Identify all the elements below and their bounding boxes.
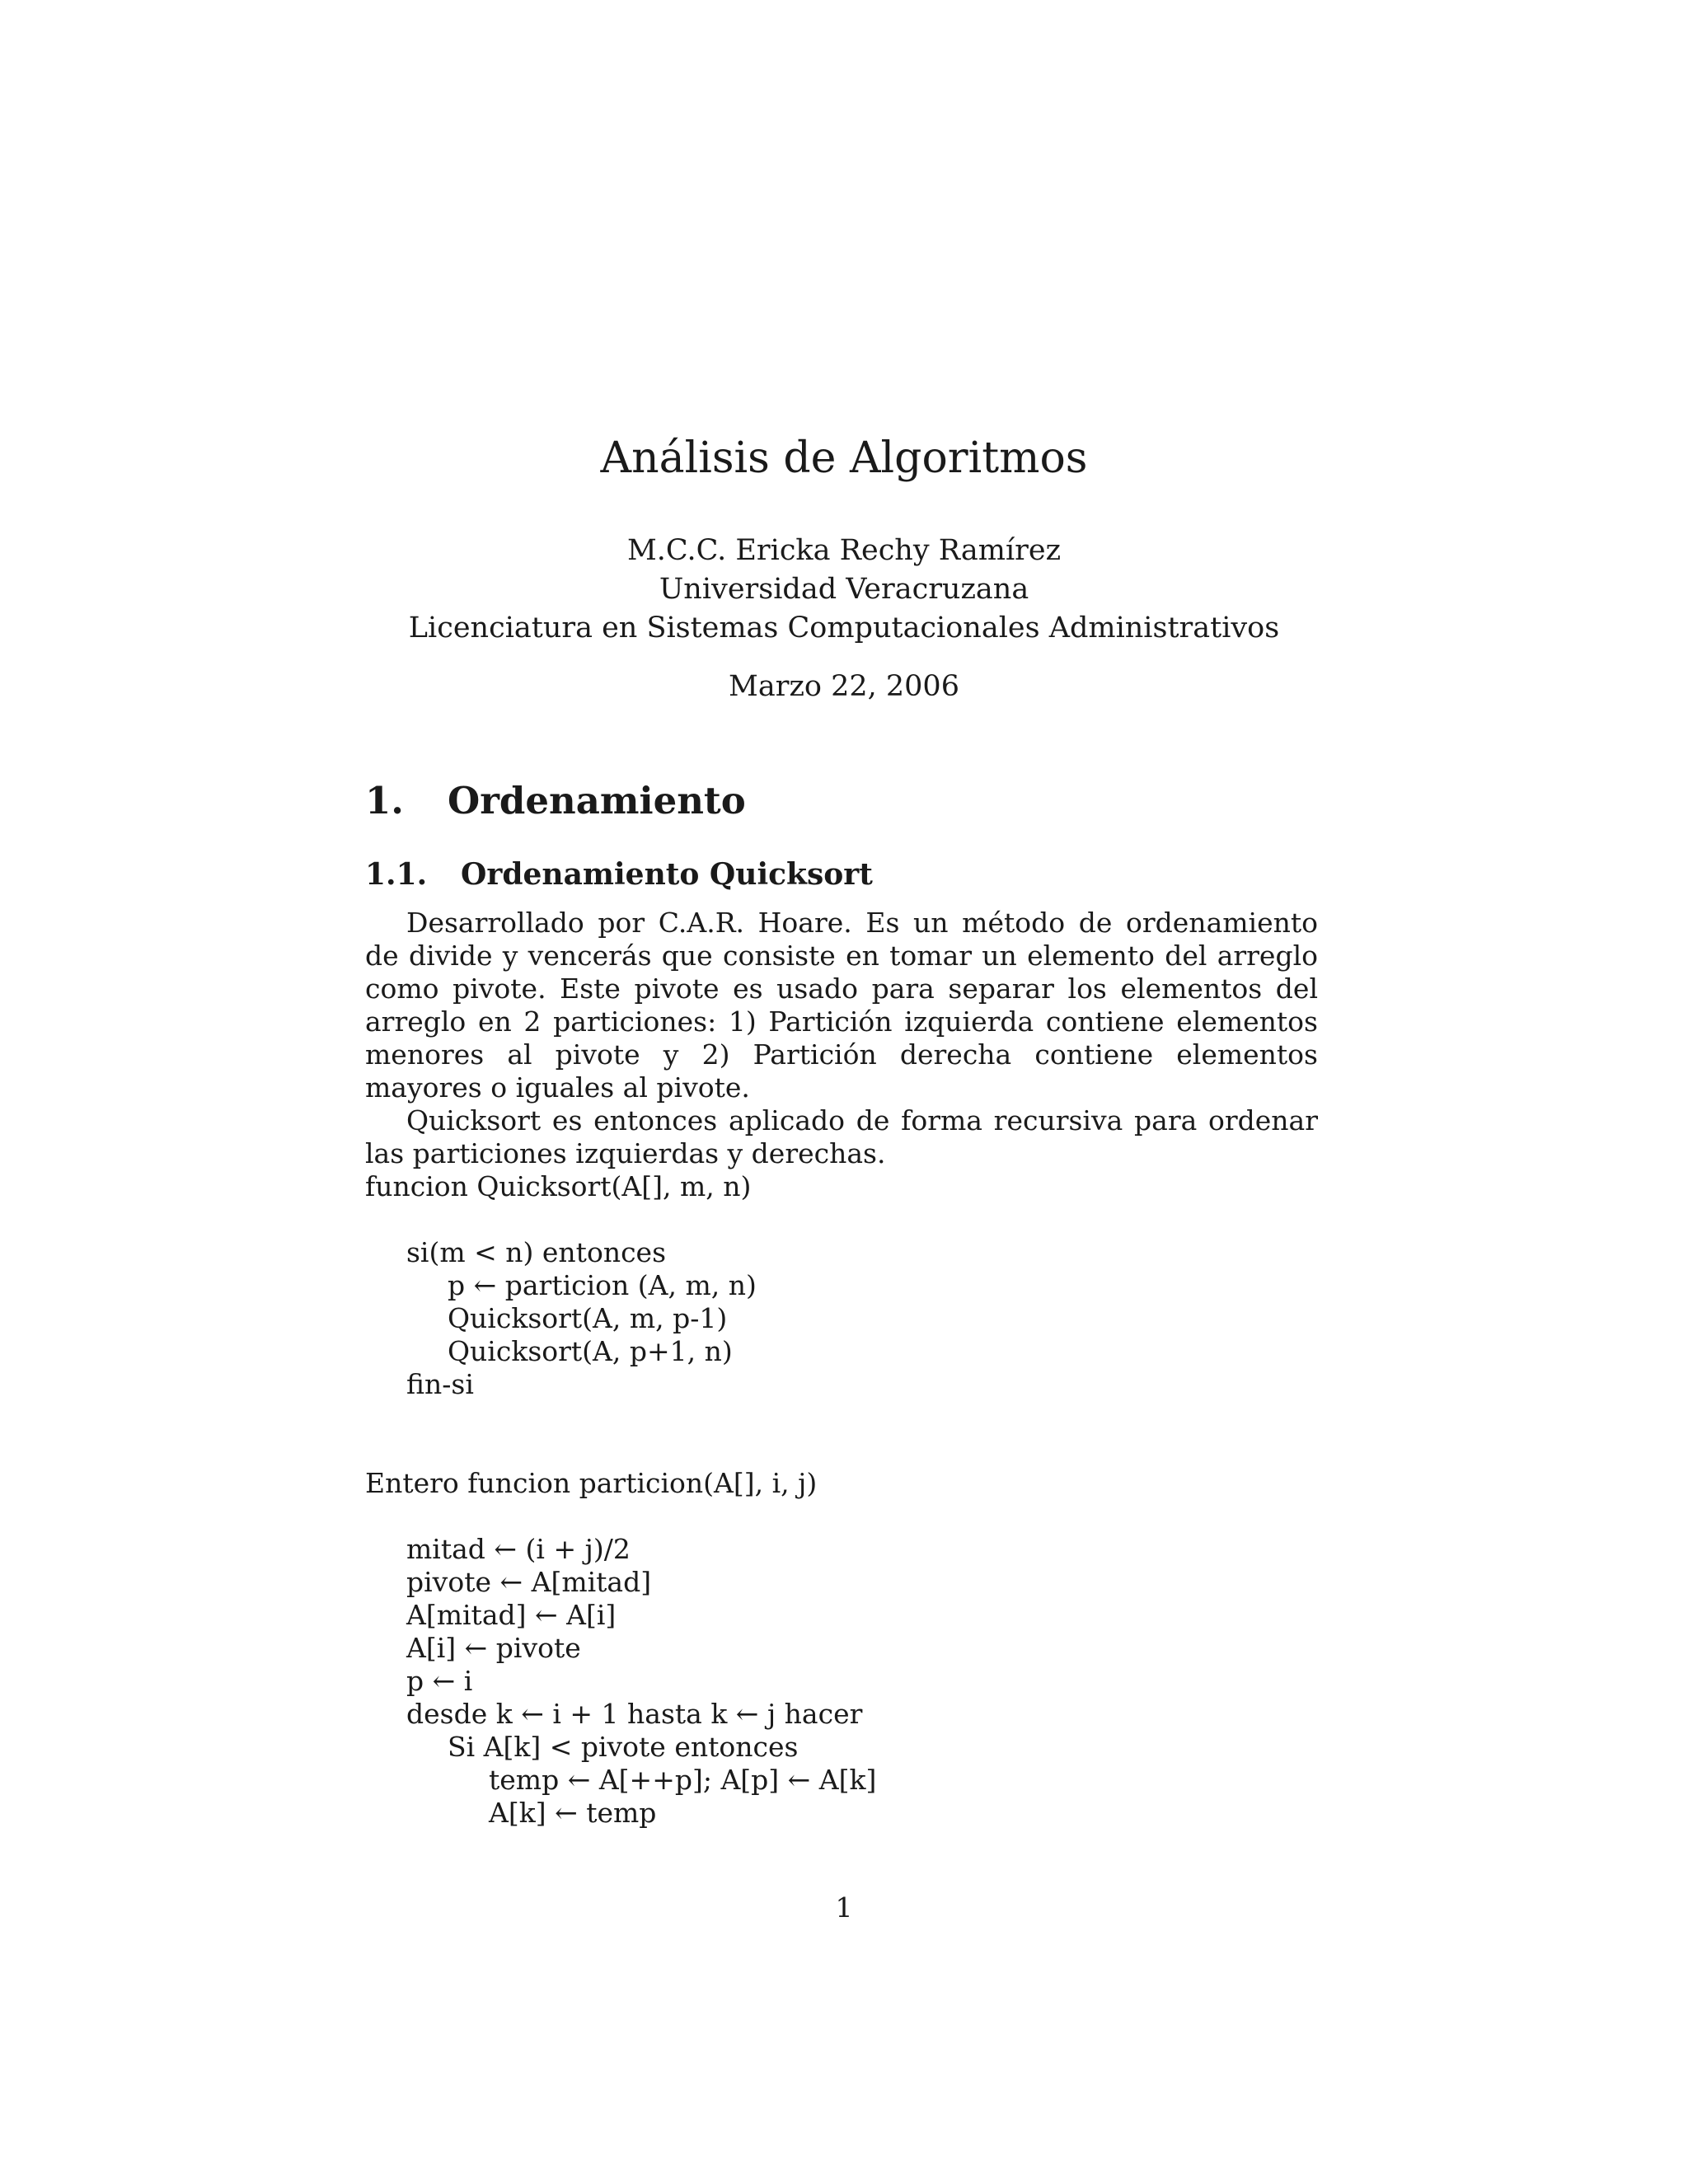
particion-header: Entero funcion particion(A[], i, j) [365, 1467, 818, 1499]
particion-line: A[mitad] ← A[i] [406, 1599, 617, 1631]
quicksort-line: Quicksort(A, p+1, n) [448, 1335, 733, 1367]
section-title: Ordenamiento [448, 779, 746, 823]
section-heading [365, 779, 746, 823]
document-title: Análisis de Algoritmos [600, 434, 1088, 483]
quicksort-line: fin-si [406, 1368, 474, 1400]
quicksort-line: p ← particion (A, m, n) [448, 1269, 757, 1301]
paragraph-recursive: Quicksort es entonces aplicado de forma recursiva para ordenar las particiones izquierdas y derechas. [365, 1104, 1318, 1169]
particion-line: mitad ← (i + j)/2 [406, 1533, 631, 1565]
particion-line: p ← i [406, 1665, 473, 1697]
page-number: 1 [835, 1891, 853, 1924]
section-number: 1. [365, 779, 404, 823]
institution-name: Universidad Veracruzana [659, 573, 1029, 606]
author-name: M.C.C. Ericka Rechy Ramírez [626, 534, 1062, 567]
particion-line: A[i] ← pivote [406, 1632, 581, 1664]
subsection-heading [365, 857, 873, 893]
particion-line: Si A[k] < pivote entonces [448, 1731, 799, 1763]
quicksort-header: funcion Quicksort(A[], m, n) [365, 1170, 752, 1202]
subsection-number: 1.1. [365, 857, 428, 892]
paragraph-intro: Desarrollado por C.A.R. Hoare. Es un método de ordenamiento de divide y vencerás que consiste en tomar un elemento del arreglo como pivote. Este pivote es usado para separar los elementos del arreglo en 2 particiones: 1) Partición izquierda contiene elementos menores al pivote y 2) Partición derecha contiene elementos mayores o iguales al pivote. [365, 907, 1318, 1104]
program-name: Licenciatura en Sistemas Computacionales Administrativos [408, 612, 1280, 644]
particion-line: temp ← A[++p]; A[p] ← A[k] [489, 1764, 877, 1796]
author-block [0, 532, 1688, 648]
quicksort-line: si(m < n) entonces [406, 1236, 667, 1268]
document-date: Marzo 22, 2006 [729, 670, 959, 703]
particion-line: desde k ← i + 1 hasta k ← j hacer [406, 1698, 863, 1730]
quicksort-line: Quicksort(A, m, p-1) [448, 1302, 728, 1334]
subsection-title: Ordenamiento Quicksort [461, 857, 873, 892]
particion-line: pivote ← A[mitad] [406, 1566, 652, 1598]
particion-line: A[k] ← temp [489, 1797, 657, 1829]
